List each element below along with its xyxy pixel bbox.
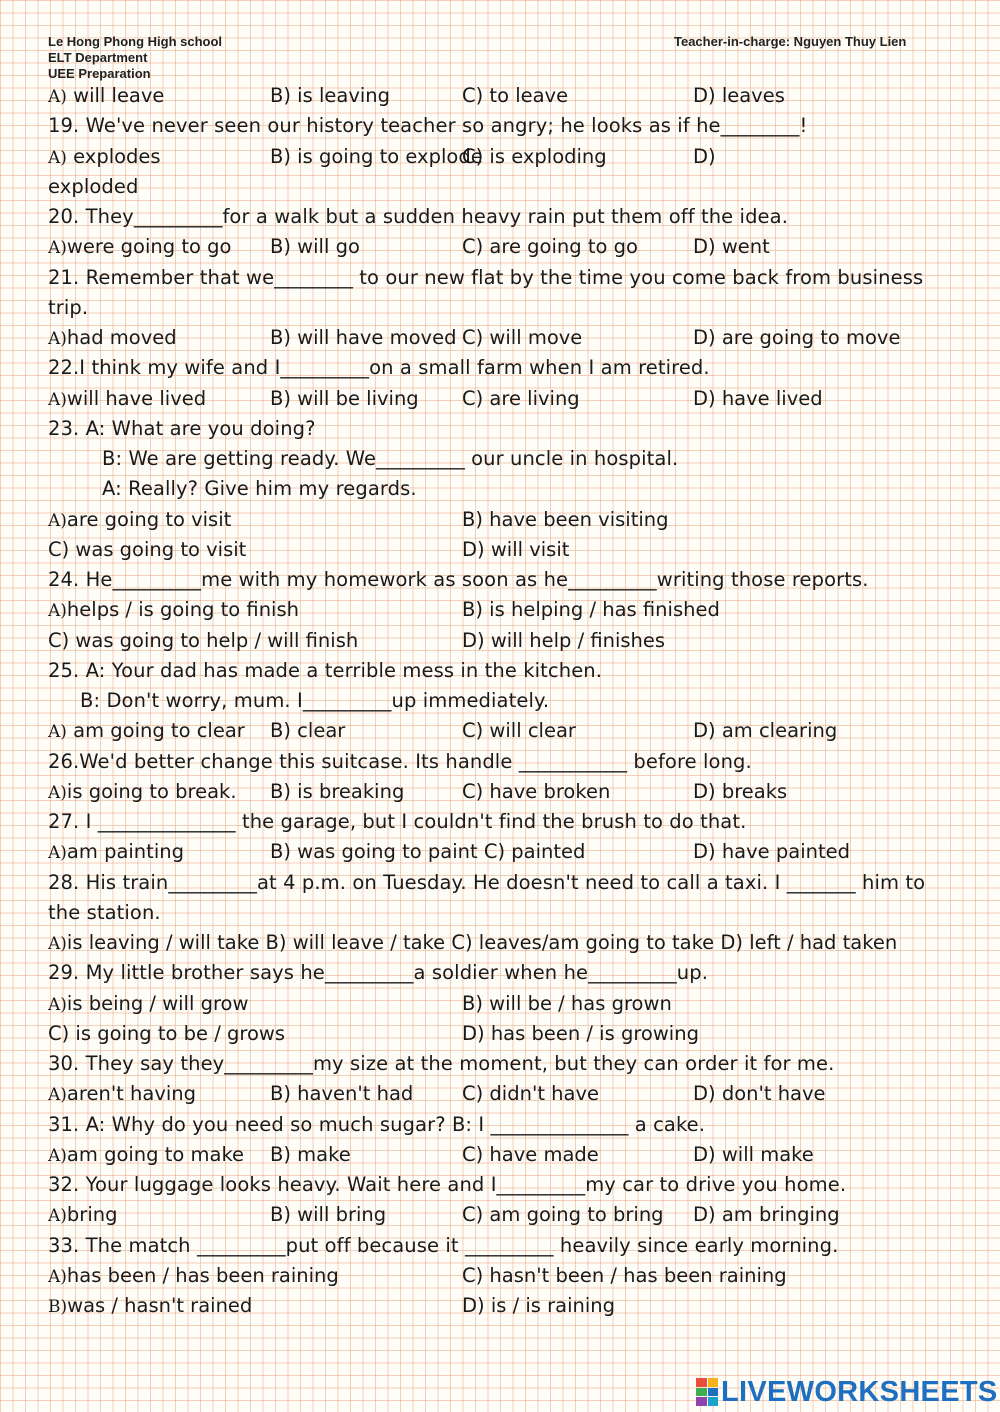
answer-option: [462, 145, 607, 169]
question-line: 30. They say they_________my size at the moment, but they can order it for me.: [48, 1052, 835, 1075]
question-line: 23. A: What are you doing?: [48, 416, 316, 440]
answer-option: [48, 508, 231, 533]
answer-option: [693, 235, 770, 259]
option-text: is going to break.: [66, 779, 237, 803]
option-letter: A): [48, 1206, 67, 1227]
answer-option: [693, 326, 900, 350]
option-text: C) is exploding: [462, 144, 607, 168]
option-text: D) breaks: [693, 779, 788, 803]
question-line: 32. Your luggage looks heavy. Wait here and I_________my car to drive you home.: [48, 1173, 847, 1196]
answer-option: [462, 1203, 664, 1227]
option-text: C) was going to help / will finish: [48, 628, 359, 652]
option-text: B) is helping / has finished: [462, 598, 720, 622]
liveworksheets-logo: [696, 1376, 998, 1408]
option-text: am going to clear: [66, 719, 245, 743]
option-text: are going to visit: [66, 507, 232, 531]
option-text: C) is going to be / grows: [48, 1021, 285, 1045]
option-text: B) was going to paint C) painted: [270, 840, 586, 864]
option-text: D) went: [693, 235, 770, 259]
option-text: D) has been / is growing: [462, 1021, 699, 1045]
option-text: D) don't have: [693, 1082, 826, 1106]
option-letter: A): [48, 722, 67, 743]
option-text: C) are living: [462, 386, 580, 410]
option-text: D): [693, 144, 716, 168]
option-text: explodes: [66, 144, 161, 168]
option-text: D) have lived: [693, 386, 823, 410]
answer-option: [462, 508, 669, 532]
answer-option: [48, 84, 164, 109]
course-name: UEE Preparation: [48, 66, 151, 81]
option-text: were going to go: [66, 235, 232, 259]
option-letter: A): [48, 510, 67, 531]
answer-option: [462, 719, 576, 743]
question-line: 21. Remember that we________ to our new flat by the time you come back from business: [48, 265, 924, 289]
answer-option: [48, 235, 231, 260]
question-line: 29. My little brother says he_________a soldier when he_________up.: [48, 961, 709, 985]
answer-option: [693, 1082, 826, 1106]
option-text: C) was going to visit: [48, 537, 247, 561]
answer-option: [48, 992, 248, 1017]
answer-option: [48, 629, 358, 653]
logo-square: [696, 1388, 707, 1397]
school-name: Le Hong Phong High school: [48, 34, 223, 49]
answer-option: [48, 326, 177, 351]
question-line: 20. They_________for a walk but a sudden heavy rain put them off the idea.: [48, 205, 788, 228]
option-letter: A): [48, 87, 67, 107]
option-text: B) is leaving: [270, 84, 391, 107]
option-text: will leave: [66, 84, 165, 107]
option-text: D) leaves: [693, 84, 785, 107]
option-text: C) have made: [462, 1142, 599, 1166]
option-text: B) have been visiting: [462, 507, 669, 531]
option-letter: A): [48, 782, 67, 803]
option-text: helps / is going to finish: [66, 598, 299, 622]
answer-option: [693, 145, 716, 169]
logo-square: [708, 1388, 719, 1397]
answer-option: [48, 387, 206, 412]
answer-option: [462, 1082, 599, 1106]
answer-option: [270, 840, 585, 864]
option-text: D) have painted: [693, 840, 850, 864]
option-text: D) are going to move: [693, 326, 901, 349]
option-text: B) haven't had: [270, 1082, 414, 1106]
logo-square: [696, 1378, 707, 1387]
option-text: B) make: [270, 1142, 351, 1166]
question-line: 27. I ______________ the garage, but I couldn't find the brush to do that.: [48, 810, 747, 833]
answer-option: [462, 629, 665, 653]
option-text: will have lived: [66, 386, 207, 410]
answer-option: [270, 1203, 386, 1227]
logo-square: [696, 1397, 707, 1406]
option-text: D) will visit: [462, 537, 570, 561]
option-text: D) am clearing: [693, 719, 838, 743]
option-text: bring: [66, 1203, 118, 1227]
logo-square: [708, 1397, 719, 1406]
option-letter: A): [48, 238, 67, 259]
option-text: D) is / is raining: [462, 1294, 616, 1317]
option-letter: A): [48, 329, 67, 349]
option-text: C) will clear: [462, 719, 576, 743]
department-name: ELT Department: [48, 50, 148, 65]
answer-option: [48, 780, 237, 805]
answer-option: [48, 719, 245, 744]
option-text: C) didn't have: [462, 1082, 600, 1106]
answer-option: [270, 780, 404, 804]
option-text: D) will make: [693, 1142, 814, 1166]
answer-option: [270, 145, 483, 169]
logo-text: LIVEWORKSHEETS: [721, 1375, 998, 1408]
question-line: 24. He_________me with my homework as soon as he_________writing those reports.: [48, 568, 869, 591]
question-line: trip.: [48, 295, 89, 319]
option-text: C) will move: [462, 326, 583, 349]
header-left: [48, 34, 222, 82]
answer-option: [270, 84, 390, 108]
question-line: 28. His train_________at 4 p.m. on Tuesday. He doesn't need to call a taxi. I _______ him to: [48, 870, 926, 894]
question-line: 31. A: Why do you need so much sugar? B: I ______________ a cake.: [48, 1112, 706, 1136]
option-text: D) will help / finishes: [462, 628, 666, 652]
option-letter: B): [48, 1297, 68, 1317]
option-letter: A): [48, 147, 67, 168]
answer-option: [693, 1203, 840, 1227]
logo-square: [708, 1378, 719, 1387]
question-line: the station.: [48, 900, 161, 924]
answer-option: [693, 780, 787, 804]
answer-option: [48, 1022, 285, 1046]
question-line: 33. The match _________put off because it _________ heavily since early morning.: [48, 1233, 839, 1257]
option-text: was / hasn't rained: [67, 1294, 253, 1317]
option-text: had moved: [66, 326, 177, 349]
option-text: C) to leave: [462, 84, 569, 107]
question-line: 19. We've never seen our history teacher so angry; he looks as if he________!: [48, 114, 808, 138]
option-text: has been / has been raining: [66, 1263, 339, 1287]
option-text: C) are going to go: [462, 235, 638, 259]
option-text: B) is going to explode: [270, 144, 483, 168]
option-text: C) have broken: [462, 779, 611, 803]
option-text: is leaving / will take B) will leave / take C) leaves/am going to take D) left / had taken: [66, 931, 898, 954]
answer-option: [270, 719, 345, 743]
option-text: is being / will grow: [66, 991, 249, 1015]
answer-option: [48, 1294, 252, 1319]
answer-option: [693, 840, 850, 864]
answer-option: [48, 931, 897, 956]
option-letter: A): [48, 1266, 67, 1287]
option-text: B) will be living: [270, 386, 419, 410]
answer-option: [270, 1143, 351, 1167]
teacher-in-charge: Teacher-in-charge: Nguyen Thuy Lien: [674, 34, 907, 49]
answer-option: [48, 1203, 117, 1228]
option-letter: A): [48, 994, 67, 1015]
answer-option: [462, 538, 569, 562]
answer-option: [48, 1143, 244, 1168]
option-text: B) is breaking: [270, 779, 405, 803]
question-line: exploded: [48, 174, 139, 198]
answer-option: [48, 840, 184, 865]
answer-option: [48, 1264, 339, 1289]
option-text: am painting: [66, 840, 184, 864]
answer-option: [270, 326, 456, 350]
option-letter: A): [48, 1085, 67, 1106]
option-text: B) will have moved: [270, 326, 457, 349]
option-text: am going to make: [66, 1142, 245, 1166]
option-letter: A): [48, 601, 67, 622]
question-line: B: Don't worry, mum. I_________up immediately.: [80, 689, 550, 712]
option-text: B) clear: [270, 719, 346, 743]
option-letter: A): [48, 1145, 67, 1166]
answer-option: [48, 538, 246, 562]
question-line: 25. A: Your dad has made a terrible mess in the kitchen.: [48, 658, 603, 682]
answer-option: [693, 719, 837, 743]
option-text: B) will go: [270, 235, 360, 259]
answer-option: [48, 145, 161, 170]
answer-option: [48, 598, 299, 623]
answer-option: [462, 1264, 787, 1288]
answer-option: [462, 387, 580, 411]
answer-option: [693, 1143, 814, 1167]
answer-option: [693, 84, 785, 108]
answer-option: [462, 992, 672, 1016]
answer-option: [270, 387, 419, 411]
answer-option: [462, 1022, 699, 1046]
answer-option: [462, 235, 638, 259]
answer-option: [693, 387, 823, 411]
option-text: C) hasn't been / has been raining: [462, 1263, 787, 1287]
answer-option: [48, 1082, 196, 1107]
answer-option: [270, 1082, 413, 1106]
option-letter: A): [48, 843, 67, 864]
logo-mark-icon: [696, 1378, 718, 1406]
answer-option: [462, 1294, 615, 1318]
answer-option: [462, 326, 582, 350]
question-line: 26.We'd better change this suitcase. Its handle ___________ before long.: [48, 749, 752, 773]
answer-option: [462, 598, 720, 622]
option-text: B) will bring: [270, 1203, 387, 1227]
answer-option: [462, 780, 610, 804]
option-text: B) will be / has grown: [462, 991, 672, 1015]
option-letter: A): [48, 934, 67, 954]
option-text: D) am bringing: [693, 1203, 840, 1227]
question-line: B: We are getting ready. We_________ our uncle in hospital.: [102, 447, 679, 470]
option-text: C) am going to bring: [462, 1203, 664, 1227]
option-text: aren't having: [66, 1082, 197, 1106]
answer-option: [462, 84, 568, 108]
question-line: 22.I think my wife and I_________on a small farm when I am retired.: [48, 356, 710, 380]
question-line: A: Really? Give him my regards.: [102, 477, 417, 501]
answer-option: [270, 235, 360, 259]
answer-option: [462, 1143, 599, 1167]
option-letter: A): [48, 389, 67, 410]
